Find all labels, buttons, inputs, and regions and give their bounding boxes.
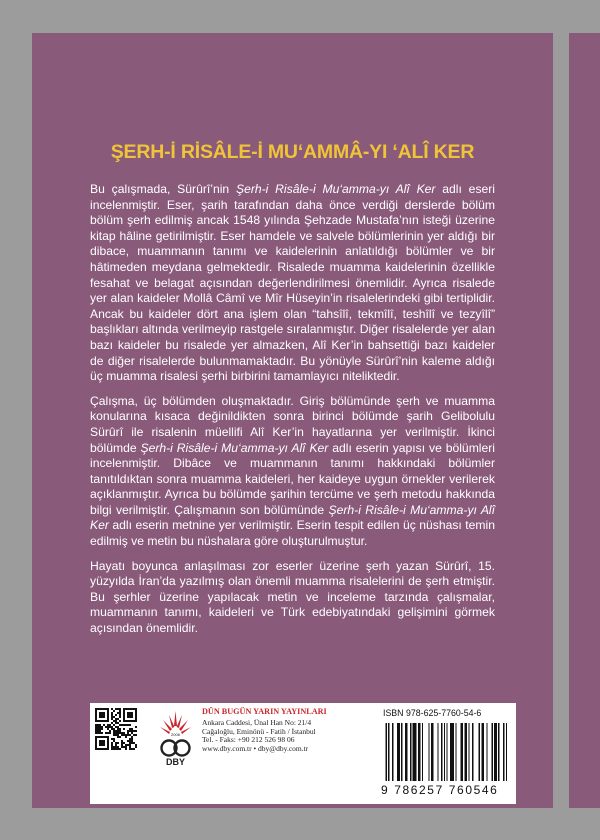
logo-text: DBY [165, 757, 186, 767]
publisher-logo [153, 708, 198, 768]
blurb-paragraph: Bu çalışmada, Sürûrî’nin Şerh-i Risâle-i Mu‘amma-yı Alî Ker adlı eseri incelenmiştir. Eser, şarih tarafından daha önce verdiği derslerde bölüm bölüm şerh edilmiş ancak 1548 yılında Şehzade Mustafa’nın isteği üzerine kitap hâline getirilmiştir. Eser hamdele ve salvele bölümlerinin yer aldığı bir dibace, muammanın tanımı ve kaidelerinin anlatıldığı bölümler ve bir hâtimeden meydana gelmektedir. Risalede muamma kaidelerinin özellikle fesahat ve belagat açısından değerlendirilmesi önemlidir. Ayrıca risalede yer alan kaideler Mollâ Câmî ve Mîr Hüseyin’in risalelerindeki gibi tertiplidir. Ancak bu kaideler dört ana işlem olan “tahsîlî, tekmîlî, teshîlî ve tezyîlî” başlıkları altında verilmeyip rastgele sıralanmıştır. Diğer risalelerde yer alan bazı kaideler bu risalede yer almazken, Alî Ker’in bahsettiği bazı kaideler de diğer risalelerde bulunmamaktadır. Bu yönüyle Sürûrî’nin kaleme aldığı üç muamma risalesi şerhi birbirini tamamlayıcı niteliktedir. [90, 182, 496, 384]
isbn-label: ISBN 978-625-7760-54-6 [383, 708, 482, 718]
qr-code [95, 708, 137, 750]
publisher-web: www.dby.com.tr • dby@dby.com.tr [202, 744, 309, 754]
isbn-digits: 9 786257 760546 [381, 783, 499, 797]
publisher-info [202, 708, 354, 754]
blurb-text [90, 182, 495, 646]
logo-year: 2006 [171, 732, 180, 737]
publisher-panel [90, 703, 516, 804]
book-title: ŞERH-İ RİSÂLE-İ MU‘AMMÂ-YI ‘ALÎ KER [110, 141, 475, 163]
isbn-barcode [383, 723, 511, 781]
back-cover [32, 33, 553, 808]
blurb-paragraph: Çalışma, üç bölümden oluşmaktadır. Giriş bölümünde şerh ve muamma konularına kısaca değinildikten sonra birinci bölümde şarih Gelibolulu Sürûrî ile risalenin müellifi Alî Ker’in hayatlarına yer verilmiştir. İkinci bölümde Şerh-i Risâle-i Mu‘amma-yı Alî Ker adlı eserin yapısı ve bölümleri incelenmiştir. Dibâce ve muammanın tanımı hakkındaki bölümler tanıtıldıktan sonra muamma kaideleri, her kaideye uygun örnekler verilerek açıklanmıştır. Ayrıca bu bölümde şarihin tercüme ve şerh metodu hakkında bilgi verilmiştir. Çalışmanın son bölümünde Şerh-i Risâle-i Mu‘amma-yı Alî Ker adlı eserin metnine yer verilmiştir. Eserin tespit edilen üç nüshası temin edilmiş ve metin bu nüshalara göre oluşturulmuştur. [90, 393, 495, 549]
publisher-phone: Tel. - Faks: +90 212 526 98 06 [202, 735, 295, 745]
publisher-address-line2: Cağaloğlu, Eminönü - Fatih / İstanbul [202, 726, 316, 736]
publisher-address-line1: Ankara Caddesi, Ünal Han No: 21/4 [202, 717, 312, 727]
publisher-name: DÜN BUGÜN YARIN YAYINLARI [202, 707, 327, 716]
adjacent-cover-edge [569, 33, 600, 808]
blurb-paragraph: Hayatı boyunca anlaşılması zor eserler üzerine şerh yazan Sürûrî, 15. yüzyılda İran’da yazılmış olan önemli muamma risalelerini de şerh etmiştir. Bu şerhler üzerine yapılacak metin ve inceleme tarzında çalışmalar, muammanın tanımı, kaideleri ve Türk edebiyatındaki gelişimini görmek açısından önemlidir. [90, 558, 495, 636]
